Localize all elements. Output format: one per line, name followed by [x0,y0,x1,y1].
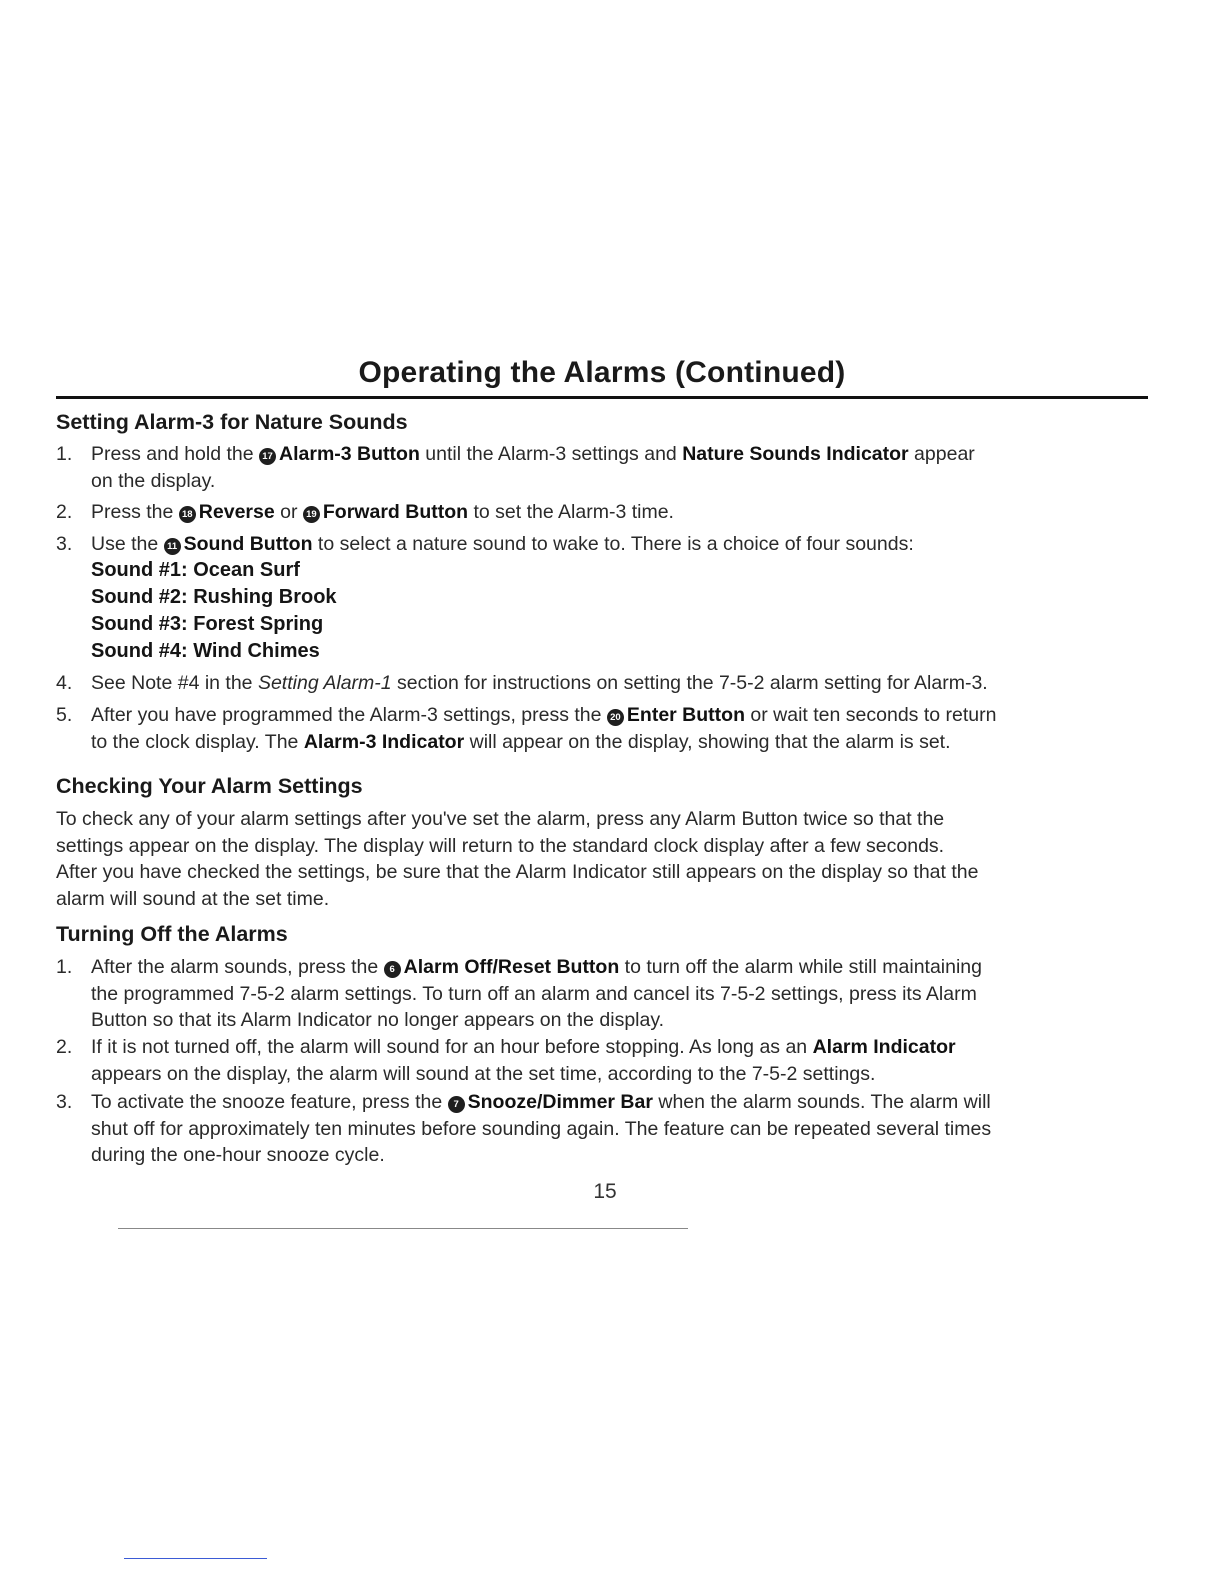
sound-option: Sound #3: Forest Spring [91,613,324,635]
list-item [56,531,1148,558]
sound-list [91,557,337,665]
alarm-off-reset-button-term: Alarm Off/Reset Button [403,956,620,978]
list-item [56,1089,1148,1169]
button-number-badge: 19 [303,506,320,523]
button-number-badge: 17 [259,448,276,465]
item-text: To activate the snooze feature, press the [91,1091,448,1113]
enter-button-term: Enter Button [626,704,745,726]
item-number: 4. [56,672,73,694]
item-text: will appear on the display, showing that the alarm is set. [464,730,951,753]
item-text: After you have programmed the Alarm-3 settings, press the [91,704,607,726]
list-item [56,702,1148,755]
item-text: or wait ten seconds to return [745,704,997,726]
button-number-badge: 6 [384,961,401,978]
item-number: 1. [56,443,73,465]
checking-paragraph [56,806,1148,912]
page-title: Operating the Alarms (Continued) [358,356,846,389]
item-number: 2. [56,501,73,523]
section-heading-setting-alarm3: Setting Alarm-3 for Nature Sounds [56,410,408,434]
footer-divider [118,1228,688,1229]
item-text: the programmed 7-5-2 alarm settings. To turn off an alarm and cancel its 7-5-2 settings, press its Alarm [91,982,977,1005]
item-text: to the clock display. The [91,730,304,753]
button-number-badge: 20 [607,709,624,726]
item-text: Press and hold the [91,443,260,465]
bottom-link-underline [124,1558,267,1559]
item-number: 3. [56,1091,73,1113]
paragraph-line: alarm will sound at the set time. [56,887,330,910]
page-number: 15 [593,1180,617,1203]
setting-alarm1-reference: Setting Alarm-1 [257,672,392,694]
button-number-badge: 18 [179,506,196,523]
list-item [56,441,1148,494]
item-text: until the Alarm-3 settings and [419,443,683,465]
sound-option: Sound #2: Rushing Brook [91,586,337,608]
list-item [56,670,1148,697]
alarm-indicator-term: Alarm Indicator [812,1036,956,1058]
item-text: on the display. [91,469,216,492]
item-text: when the alarm sounds. The alarm will [652,1091,991,1113]
sound-option: Sound #4: Wind Chimes [91,640,320,662]
forward-button-term: Forward Button [322,501,469,523]
item-text: to select a nature sound to wake to. There is a choice of four sounds: [312,533,914,555]
item-text: or [274,501,303,523]
item-text: shut off for approximately ten minutes before sounding again. The feature can be repeated several times [91,1117,992,1140]
list-item [56,954,1148,1034]
paragraph-line: To check any of your alarm settings after you've set the alarm, press any Alarm Button twice so that the [56,808,945,830]
item-number: 1. [56,956,73,978]
list-item [56,1034,1148,1087]
alarm3-button-term: Alarm-3 Button [279,443,420,465]
item-text: appear [908,443,975,465]
item-text: Use the [91,533,164,555]
item-text: appears on the display, the alarm will sound at the set time, according to the 7-5-2 settings. [91,1062,876,1085]
item-text: Press the [91,501,179,523]
paragraph-line: settings appear on the display. The display will return to the standard clock display after a few seconds. [56,834,945,857]
button-number-badge: 11 [164,538,181,555]
snooze-dimmer-bar-term: Snooze/Dimmer Bar [467,1091,653,1113]
sound-option: Sound #1: Ocean Surf [91,559,300,581]
item-text: Button so that its Alarm Indicator no longer appears on the display. [91,1009,665,1031]
item-number: 5. [56,704,73,726]
item-number: 2. [56,1036,73,1058]
reverse-term: Reverse [198,501,275,523]
alarm3-indicator-term: Alarm-3 Indicator [303,730,465,753]
item-text: section for instructions on setting the 7-5-2 alarm setting for Alarm-3. [391,672,988,694]
item-text: during the one-hour snooze cycle. [91,1144,385,1166]
nature-sounds-indicator-term: Nature Sounds Indicator [682,443,909,465]
section-heading-turning-off: Turning Off the Alarms [56,922,288,946]
button-number-badge: 7 [448,1096,465,1113]
item-text: After the alarm sounds, press the [91,956,384,978]
item-number: 3. [56,533,73,555]
list-item [56,499,1148,526]
title-divider [56,396,1148,399]
section-heading-checking: Checking Your Alarm Settings [56,774,363,798]
item-text: See Note #4 in the [91,672,258,694]
paragraph-line: After you have checked the settings, be sure that the Alarm Indicator still appears on the display so that the [56,861,979,883]
item-text: to turn off the alarm while still maintaining [619,956,982,978]
item-text: If it is not turned off, the alarm will sound for an hour before stopping. As long as an [91,1036,813,1058]
sound-button-term: Sound Button [183,533,313,555]
item-text: to set the Alarm-3 time. [468,501,674,523]
